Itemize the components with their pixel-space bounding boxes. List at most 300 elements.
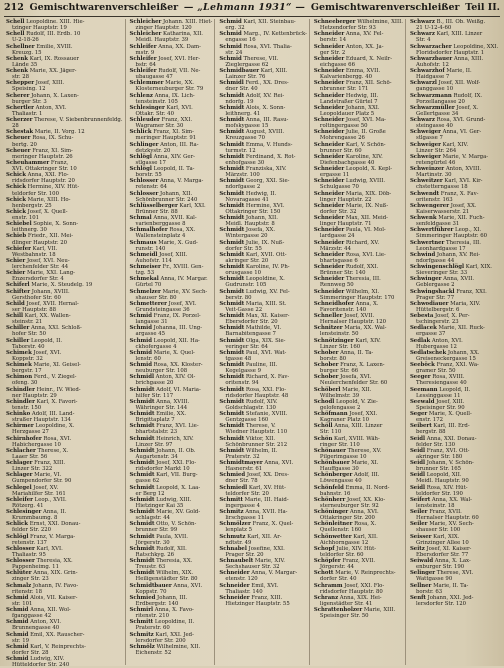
entry-surname: Schlögl: [129, 153, 152, 160]
entry-surname: Schieb: [6, 233, 27, 240]
entry-surname: Schier: [6, 257, 26, 264]
entry-details: Marie, XV. Sech-: [160, 288, 208, 295]
entry-surname: Schimek: [6, 362, 32, 368]
entry-details: Franz, X. Laxen-: [338, 362, 385, 368]
entry-details: Heinrich, XIV.: [154, 435, 194, 442]
entry-details: Johann, XXI.: [344, 104, 380, 111]
entry-details: Johanna, III. Ung-: [151, 325, 203, 332]
entry-surname: Schmidt: [219, 349, 245, 356]
entry-details: Anna, XIX. Grin-: [31, 570, 78, 577]
entry-details: Marie, XIV.: [253, 558, 285, 564]
entry-surname: Schneider: [313, 68, 345, 74]
entry-details: felder Str. 220: [12, 527, 52, 534]
entry-details: Brunnengasse 40: [12, 625, 60, 632]
entry-details: Johann, X. Laxen-: [29, 92, 79, 99]
entry-details: Rosa, XVIII.: [430, 374, 465, 381]
entry-surname: Schopf: [313, 545, 335, 552]
entry-surname: Schiefer: [6, 245, 31, 252]
entry-surname: Schöpfer: [313, 558, 341, 564]
entry-details: Anna, X. Lax-: [433, 558, 471, 564]
entry-details: Karl, III. Erd-: [431, 423, 470, 430]
entry-surname: Schmid: [129, 349, 152, 356]
entry-details: Anna, II.: [41, 509, 67, 515]
entry-details: Karl, XIV.: [440, 141, 469, 148]
entry-details: Therese, V.: [244, 423, 276, 430]
entry-details: Leopoldauer Platz 5: [319, 110, 375, 117]
entry-details: Maria, XIII. St.: [244, 300, 287, 307]
entry-details: Richard, X. Fav-: [244, 374, 290, 381]
entry-surname: Schwertführer: [409, 227, 454, 234]
entry-surname: Schneeberger: [313, 19, 356, 25]
directory-column: [128, 19, 216, 665]
entry-surname: Schmal: [129, 215, 152, 221]
entry-details: steinstr. 21: [12, 319, 43, 326]
entry-details: Johann, V. Schön-: [425, 460, 474, 466]
entry-details: lensteinstr. 50: [319, 331, 359, 338]
entry-surname: Schmidt: [129, 496, 155, 503]
section-label: Teil II.: [465, 2, 500, 13]
entry-surname: Schneider: [313, 153, 345, 160]
entry-surname: Schwarzmüller: [409, 104, 455, 111]
entry-details: Wiedner Hauptstr. 110: [225, 429, 288, 436]
entry-details: ndtstr. 49: [225, 539, 252, 546]
entry-details: Marie, V. Reinprechts-: [333, 570, 396, 577]
entry-details: Anna, XVI.: [348, 509, 379, 515]
entry-surname: Schneider: [313, 190, 345, 197]
entry-surname: Seger: [409, 411, 428, 417]
entry-details: Marg., IV. Kettenbrück-: [241, 31, 307, 38]
entry-details: Alois, VII. Kaiser-: [28, 594, 78, 601]
entry-details: Kagraner Platz 10: [319, 417, 370, 424]
entry-details: Josef, XXI.: [347, 411, 378, 417]
entry-surname: Schirnhofer: [6, 435, 42, 442]
entry-details: linger Hauptstr. 71: [319, 221, 372, 228]
entry-surname: Schlosser: [6, 545, 35, 552]
entry-details: Ferd., XX. Dres-: [243, 80, 289, 87]
entry-details: Karl, XX. Wallen-: [23, 313, 71, 319]
entry-surname: Schmied: [129, 594, 156, 601]
entry-details: teldorfer Str. 190: [415, 490, 463, 497]
entry-details: Prager Str. 77: [415, 294, 455, 301]
entry-surname: Schwengerer: [409, 202, 450, 209]
entry-details: Veit-Gasse 22: [225, 306, 263, 313]
entry-details: Emma, II. Nord-: [343, 484, 390, 491]
entry-details: August, XVIII.: [244, 129, 285, 136]
entry-details: Josef, XVI.: [166, 300, 197, 307]
entry-surname: Sellner: [409, 582, 432, 589]
entry-details: Josefa, XX.: [244, 227, 276, 234]
entry-details: Enzersdorfer Str. 4: [12, 276, 64, 283]
entry-surname: Schmidt: [129, 423, 155, 430]
entry-surname: Schneider: [313, 239, 345, 246]
entry-surname: Schneider: [313, 129, 345, 136]
entry-details: Marie, XII.: [340, 386, 372, 393]
entry-details: Paul, XVI. Wat-: [244, 349, 287, 356]
entry-surname: Schönberger: [313, 472, 353, 479]
entry-surname: Schmidt: [219, 129, 245, 136]
entry-surname: Schmidt: [219, 104, 245, 111]
entry-details: ritenstr. 18: [12, 588, 43, 595]
entry-details: Fr., XVIII. Gen-: [160, 264, 204, 270]
entry-details: Adolf, VI. Maria-: [154, 386, 201, 393]
entry-details: 21 U-12-4-60: [415, 25, 452, 32]
entry-details: Anton, XVI.: [33, 104, 67, 111]
entry-details: Josef, XIII.: [434, 398, 465, 405]
entry-details: Theresia, XX.: [34, 558, 73, 564]
entry-details: Schulgasse 70: [319, 184, 359, 191]
entry-surname: Schlosser: [129, 178, 159, 185]
entry-details: Theresia, XX.: [154, 558, 193, 564]
entry-surname: Schier: [6, 270, 26, 277]
entry-details: Auhofstr. 114: [135, 257, 172, 264]
entry-details: Leopold, V. Zie-: [334, 398, 378, 405]
entry-details: ndorfgasse 44: [415, 257, 455, 264]
entry-details: oritenstr. 163: [415, 196, 453, 203]
entry-surname: Scherzer: [6, 117, 33, 123]
entry-details: Marie, VI.: [32, 472, 62, 479]
entry-details: eichgasse 66: [319, 61, 355, 68]
entry-details: str. 19: [12, 637, 30, 644]
entry-details: linger Hauptstr. 22: [319, 196, 372, 203]
entry-details: Josef, XVI. Her-: [156, 55, 201, 62]
entry-details: Kegelgasse 9: [225, 368, 261, 375]
entry-surname: Schmidt: [129, 472, 155, 479]
entry-details: Franz, XI. Sim-: [151, 129, 194, 136]
entry-surname: Schöll: [313, 423, 333, 430]
entry-surname: Seitz: [409, 545, 425, 552]
entry-details: Franz, XVII.: [427, 509, 462, 515]
entry-details: Adolf, III.: [352, 472, 380, 479]
entry-details: Gudrunstr. 105: [225, 282, 267, 289]
entry-details: Quellenstr. 160: [319, 527, 362, 534]
directory-entry-continuation: [130, 650, 213, 656]
entry-surname: Schirmer: [6, 423, 34, 430]
entry-details: er Berg 12: [135, 490, 165, 497]
entry-details: ringer Str. 110: [319, 441, 360, 448]
entry-details: dner Str. 78: [225, 478, 258, 485]
entry-surname: Schestak: [6, 129, 34, 136]
entry-details: lerchenfelder Str. 44: [12, 264, 69, 270]
page-header: [4, 2, 500, 17]
entry-details: tensteinstr. 105: [135, 98, 178, 105]
entry-details: Str. 4: [415, 37, 431, 44]
entry-surname: Schweinzer: [409, 166, 445, 172]
entry-surname: Schweiger: [409, 129, 441, 136]
entry-surname: Schneider: [313, 80, 345, 87]
entry-details: Theresiengasse 40: [415, 380, 467, 387]
entry-surname: Schott: [313, 570, 334, 577]
entry-surname: Schmidt: [219, 153, 245, 160]
entry-details: Simmeringer Hauptstr. 170: [319, 294, 395, 301]
entry-details: ndorfg. 19: [225, 98, 254, 105]
entry-details: Ludwig, XIII.: [154, 496, 192, 503]
entry-details: Ludwig, XIV.: [28, 656, 65, 662]
entry-surname: Schick: [6, 184, 26, 191]
entry-surname: Schneider: [313, 166, 345, 172]
entry-surname: Schön: [313, 435, 333, 442]
entry-details: Franz, XXI.: [454, 288, 487, 295]
entry-surname: Schwarzacher: [409, 43, 452, 50]
entry-details: Kaiserwasserstr. 21: [415, 208, 470, 215]
entry-surname: Schmidt: [219, 178, 245, 185]
entry-surname: Schwenk: [409, 215, 437, 221]
entry-details: burger Str. 66: [319, 368, 359, 375]
entry-details: roltingergasse 50: [319, 123, 368, 130]
entry-surname: Schneider: [313, 264, 345, 270]
entry-details: Josef, XXI. Flo-: [342, 582, 385, 589]
entry-details: Grundsteingasse 36: [135, 306, 190, 313]
entry-details: Laaer Str. 56: [12, 453, 48, 460]
entry-details: Josef, XI. Kaiser-: [424, 545, 472, 552]
entry-details: tzinger Hauptstr. 19: [12, 25, 67, 32]
entry-surname: Schmetterer: [129, 300, 167, 307]
entry-details: Max, XI. Kaiser-: [244, 313, 290, 319]
entry-surname: Schodl: [313, 398, 335, 405]
entry-surname: Schenk: [6, 68, 28, 74]
entry-details: turmstr. 12: [225, 147, 256, 154]
entry-details: Anna, XVII. Kal-: [151, 215, 197, 221]
entry-details: Pilgerimgasse 10: [319, 453, 367, 460]
entry-details: henbergstr. 25: [12, 202, 52, 209]
entry-surname: Schmid: [6, 631, 29, 638]
entry-surname: Schmekal: [129, 276, 159, 283]
entry-surname: Schober: [313, 349, 339, 356]
entry-surname: Scheuer: [6, 135, 31, 142]
entry-surname: Schmitt: [129, 619, 154, 626]
entry-details: Marie, XII. Fuch-: [436, 215, 485, 221]
entry-details: Franz, XVII.: [340, 558, 376, 564]
entry-details: Johann, XII.: [158, 190, 193, 197]
entry-details: Maria, XIX. Döb-: [344, 190, 392, 197]
entry-details: Johann, XXI. Jed-: [425, 594, 474, 601]
entry-details: Karl, V. Schön-: [344, 141, 386, 148]
entry-details: Lainzer Str. 76: [225, 74, 266, 81]
entry-details: Franz, XII. Schö-: [344, 80, 392, 87]
entry-surname: Schönherr: [313, 496, 346, 503]
entry-details: Märzstr. 100: [225, 172, 260, 179]
entry-surname: Seidl: [409, 472, 426, 479]
entry-surname: Seidl: [409, 447, 426, 454]
entry-details: Johann, IV. Favo-: [31, 582, 79, 589]
entry-details: tzg. 53: [135, 270, 155, 277]
entry-surname: Schiller: [6, 325, 30, 332]
entry-details: akringer Str. 20: [225, 257, 269, 264]
entry-details: Hütteldorfer Str. 240: [12, 662, 70, 668]
entry-details: bhartsgasse 6: [319, 257, 358, 264]
entry-details: lersdorfer Str. 200: [135, 637, 186, 644]
entry-surname: Schleifer: [129, 55, 157, 62]
entry-surname: Schmitz: [219, 509, 244, 515]
entry-surname: Schmid: [6, 656, 29, 662]
entry-details: Franz, V. Marga-: [28, 533, 76, 540]
entry-details: Speisinger Str. 90: [415, 404, 465, 411]
entry-surname: Schmidt: [219, 435, 245, 442]
entry-surname: Schifter: [6, 288, 31, 295]
entry-surname: Schmeiser: [129, 264, 161, 270]
entry-surname: Schmalz: [6, 582, 32, 589]
entry-details: oritenstr. 94: [225, 380, 259, 387]
entry-surname: Schiebel: [6, 221, 32, 228]
entry-surname: Schick: [6, 196, 26, 203]
entry-details: Mathilde, VI.: [244, 325, 282, 332]
entry-details: Karoline, IV. Ph-: [244, 264, 290, 270]
entry-details: Wattgasse 90: [415, 576, 453, 583]
entry-details: Karl, XIV.: [353, 337, 381, 344]
entry-surname: Schmid: [219, 31, 242, 38]
entry-surname: Schmidtmayer: [219, 460, 263, 466]
entry-surname: Schmidt: [219, 117, 245, 123]
entry-details: bergstr. 17: [12, 368, 42, 375]
directory-column: [217, 19, 310, 665]
entry-details: Franz, XIII.: [32, 460, 66, 466]
entry-details: Hernalser Hauptstr. 120: [319, 319, 387, 326]
entry-details: Heinr., IV. Wied-: [34, 386, 81, 393]
entry-details: meringer Hauptstr. 26: [12, 153, 73, 160]
entry-surname: Schober: [313, 362, 339, 368]
entry-details: Marie, XXI. Lang-: [25, 270, 75, 277]
entry-details: veringer Str. 64: [225, 343, 269, 350]
entry-details: steingasse 40: [415, 123, 453, 130]
entry-details: Rudolf, III. Erdb. 10: [24, 31, 81, 38]
entry-details: zinger Str. 23: [12, 576, 49, 583]
entry-details: Eichenstr. 52: [135, 649, 172, 656]
entry-details: U-2-18-26: [12, 37, 39, 44]
entry-details: Julie, IX. Nuß-: [244, 239, 285, 246]
entry-details: Franz, XVI. Ott-: [425, 447, 470, 454]
entry-details: bergstr. 88: [415, 429, 446, 436]
entry-surname: Schmidt: [129, 509, 155, 515]
entry-details: Thaliastr. 140: [225, 588, 263, 595]
entry-surname: Schick: [6, 172, 26, 179]
entry-details: Anton, XVI.: [28, 619, 62, 626]
entry-surname: Schwarzhof: [409, 68, 445, 74]
entry-surname: Schlögl: [6, 533, 29, 540]
entry-details: Leopold, XII. Ha-: [151, 337, 200, 344]
entry-details: Hubergasse 12: [415, 343, 457, 350]
entry-details: Koppstr. 32: [12, 355, 43, 362]
entry-details: Karl, XVIII. Wäh-: [332, 435, 380, 442]
entry-details: Anna, XXI. Flo-: [25, 172, 69, 179]
entry-details: lirschgasse 11: [225, 515, 265, 522]
entry-details: Karl, X. Favori-: [34, 398, 78, 405]
entry-surname: Schlemmer: [129, 80, 164, 87]
entry-details: Wagramer Str. 30: [135, 123, 184, 130]
entry-surname: Schmidtbauer: [129, 582, 172, 589]
entry-surname: Schmidt: [129, 411, 155, 417]
entry-details: Leopold, XII.: [425, 472, 462, 479]
entry-details: Erdbergstr. 140: [135, 600, 179, 607]
entry-details: Karl, VII. Burg-: [154, 472, 198, 479]
entry-details: Rosa, XXI. Flo-: [244, 386, 287, 393]
entry-details: erg. 32: [225, 25, 245, 32]
entry-surname: Schmalhofer: [129, 227, 168, 234]
entry-details: teldorfer Str. 60: [319, 551, 364, 558]
entry-details: enhofgasse 30: [225, 159, 265, 166]
entry-surname: Schwertner: [409, 239, 445, 246]
entry-surname: Schmidt: [129, 521, 155, 528]
entry-details: teldorfer Str. 20: [225, 490, 269, 497]
entry-details: Ottakr. Str. 40: [135, 110, 174, 117]
entry-details: ridsdorfer Markt 10: [135, 466, 190, 473]
entry-surname: Schönwetter: [313, 533, 352, 540]
entry-details: Johann, XVIII.: [30, 288, 70, 295]
entry-surname: Schneider: [219, 594, 250, 601]
entry-surname: Schönleitner: [313, 521, 353, 528]
entry-surname: Schmidt: [129, 533, 155, 540]
entry-surname: Schmidt: [129, 460, 155, 466]
entry-surname: Seeger: [409, 374, 431, 381]
entry-details: bhartstalstr. 23: [135, 429, 178, 436]
entry-surname: Seeböck: [409, 362, 435, 368]
entry-details: Hüttelbergstr. 6: [415, 306, 460, 313]
entry-details: Linzer Str. 160: [319, 343, 361, 350]
entry-details: felder Str. 130: [415, 441, 456, 448]
entry-details: str. 28: [12, 74, 30, 81]
entry-details: Meidl. Hauptstr. 39: [135, 37, 189, 44]
entry-details: ridsdorfer Hauptstr. 20: [12, 178, 75, 185]
entry-details: Maria, XIV.: [448, 300, 481, 307]
entry-details: ser Hauptstr. 88: [12, 306, 57, 313]
entry-details: hilfer Str. 117: [135, 392, 174, 399]
entry-details: Marie, III. Haid-: [242, 496, 289, 503]
entry-details: Anna, XVII.: [441, 276, 475, 283]
entry-surname: Schmied: [219, 472, 246, 479]
entry-details: shauser Str. 80: [135, 294, 177, 301]
entry-details: Therese, X.: [35, 447, 69, 454]
entry-surname: Schneider: [313, 92, 345, 99]
entry-details: Hedwig, III.: [344, 92, 379, 99]
entry-surname: Schmidl: [219, 80, 244, 87]
entry-details: Herzgasse 27: [12, 429, 49, 436]
entry-details: ingergasse 4: [225, 502, 260, 509]
entry-surname: Seidl: [409, 435, 426, 442]
entry-details: Karl, XII. Ar-: [245, 533, 282, 540]
entry-details: Karl, XIII. Linzer: [434, 31, 483, 38]
entry-details: Karl, XIX.: [464, 264, 492, 270]
entry-details: Novaragasse 41: [225, 196, 269, 203]
entry-details: ligenstädter Str. 41: [319, 600, 373, 607]
entry-details: str. 24: [225, 49, 243, 56]
entry-surname: Schmidt: [219, 337, 245, 344]
entry-details: Martinstr. 30: [415, 172, 452, 179]
entry-surname: Schmidt: [129, 447, 155, 454]
entry-surname: Schöninger: [313, 509, 349, 515]
entry-surname: Schmid: [219, 43, 242, 50]
entry-details: Maria, XX. Wal-: [342, 325, 387, 332]
entry-details: ger Str. 2: [319, 49, 346, 56]
entry-surname: Schmidt: [219, 447, 245, 454]
entry-details: Josef, XVII.: [342, 313, 375, 319]
entry-surname: Schneider: [313, 215, 345, 221]
entry-details: Marie, X. Quell-: [427, 411, 472, 417]
entry-details: Str. 110: [319, 429, 342, 436]
entry-surname: Schlacher: [6, 447, 36, 454]
entry-details: Emil, XX. Rauscher-: [28, 631, 85, 638]
entry-surname: Schmid: [6, 594, 29, 601]
entry-surname: Schmidt: [219, 92, 245, 99]
entry-surname: Schwendt: [409, 190, 440, 197]
entry-details: Hietzinger Hauptstr. 55: [225, 600, 290, 607]
entry-details: Emma, XVII.: [344, 68, 381, 74]
entry-surname: Schmeidl: [129, 251, 158, 258]
entry-surname: Schellner: [6, 43, 35, 50]
entry-details: Franz, X. Quel-: [250, 521, 294, 528]
entry-details: Brünner Str. 88: [135, 208, 178, 215]
entry-details: Linzer Str. 322: [12, 466, 53, 473]
directory-entry: [6, 117, 123, 123]
entry-surname: Schramm: [313, 582, 343, 589]
entry-surname: Schlick: [129, 129, 152, 136]
